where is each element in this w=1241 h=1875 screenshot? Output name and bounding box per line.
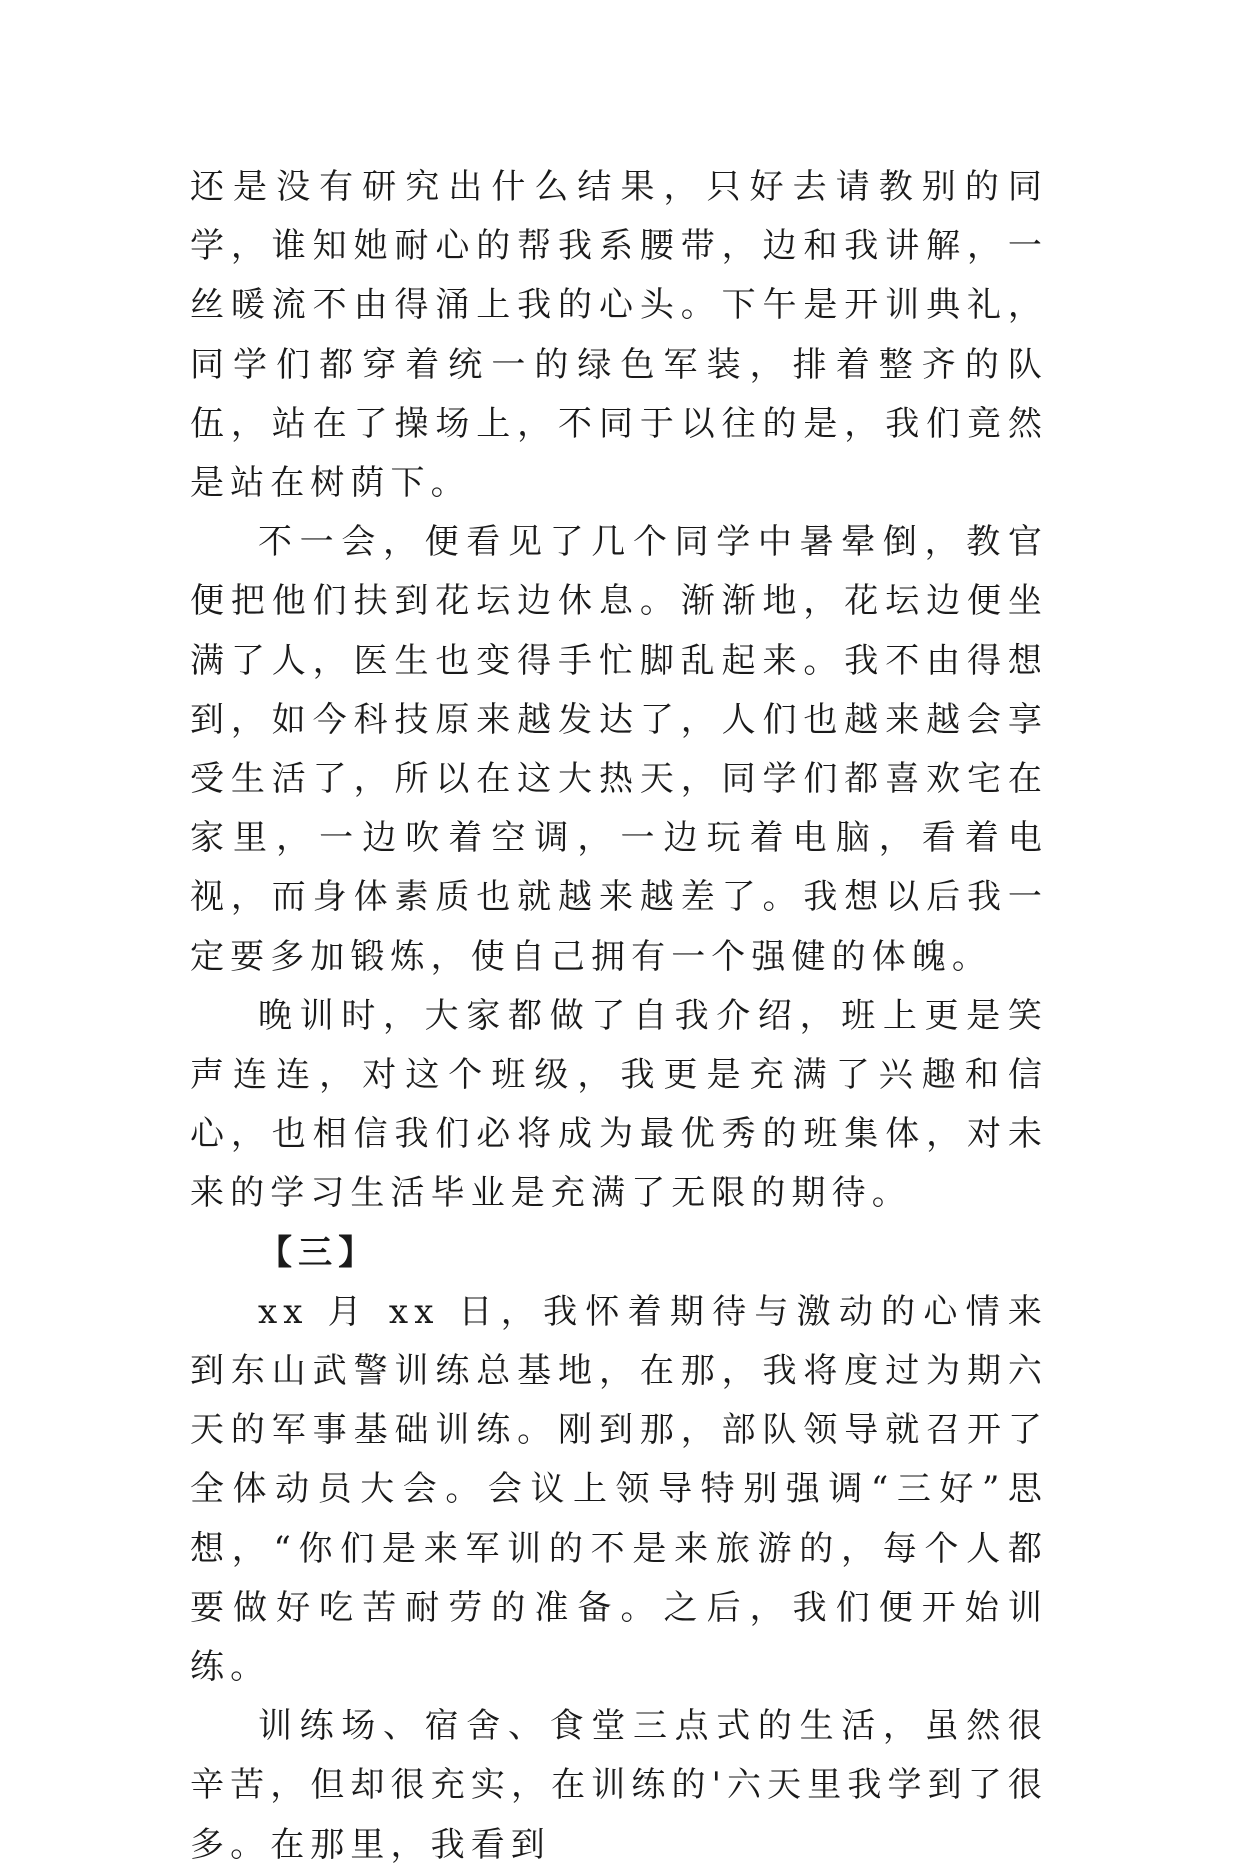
paragraph-evening-training: 晚训时，大家都做了自我介绍，班上更是笑声连连，对这个班级，我更是充满了兴趣和信心，也相信我们必将成为最优秀的班集体，对未来的学习生活毕业是充满了无限的期待。 [190, 995, 1048, 1214]
paragraph-training-life: 训练场、宿舍、食堂三点式的生活，虽然很辛苦，但却很充实，在训练的'六天里我学到了很多。在那里，我看到 [190, 1706, 1048, 1865]
paragraph-continuation: 还是没有研究出什么结果，只好去请教别的同学，谁知她耐心的帮我系腰带，边和我讲解，一丝暖流不由得涌上我的心头。下午是开训典礼，同学们都穿着统一的绿色军装，排着整齐的队伍，站在了操场上，不同于以往的是，我们竟然是站在树荫下。 [190, 167, 1048, 504]
paragraph-heatstroke: 不一会，便看见了几个同学中暑晕倒，教官便把他们扶到花坛边休息。渐渐地，花坛边便坐满了人，医生也变得手忙脚乱起来。我不由得想到，如今科技原来越发达了，人们也越来越会享受生活了，所以在这大热天，同学们都喜欢宅在家里，一边吹着空调，一边玩着电脑，看着电视，而身体素质也就越来越差了。我想以后我一定要多加锻炼，使自己拥有一个强健的体魄。 [190, 522, 1048, 977]
section-heading-three: 【三】 [258, 1232, 379, 1273]
document-body [190, 158, 1048, 1875]
paragraph-arrival: xx 月 xx 日，我怀着期待与激动的心情来到东山武警训练总基地，在那，我将度过为期六天的军事基础训练。刚到那，部队领导就召开了全体动员大会。会议上领导特别强调“三好”思想，“你们是来军训的不是来旅游的，每个人都要做好吃苦耐劳的准备。之后，我们便开始训练。 [190, 1291, 1048, 1688]
